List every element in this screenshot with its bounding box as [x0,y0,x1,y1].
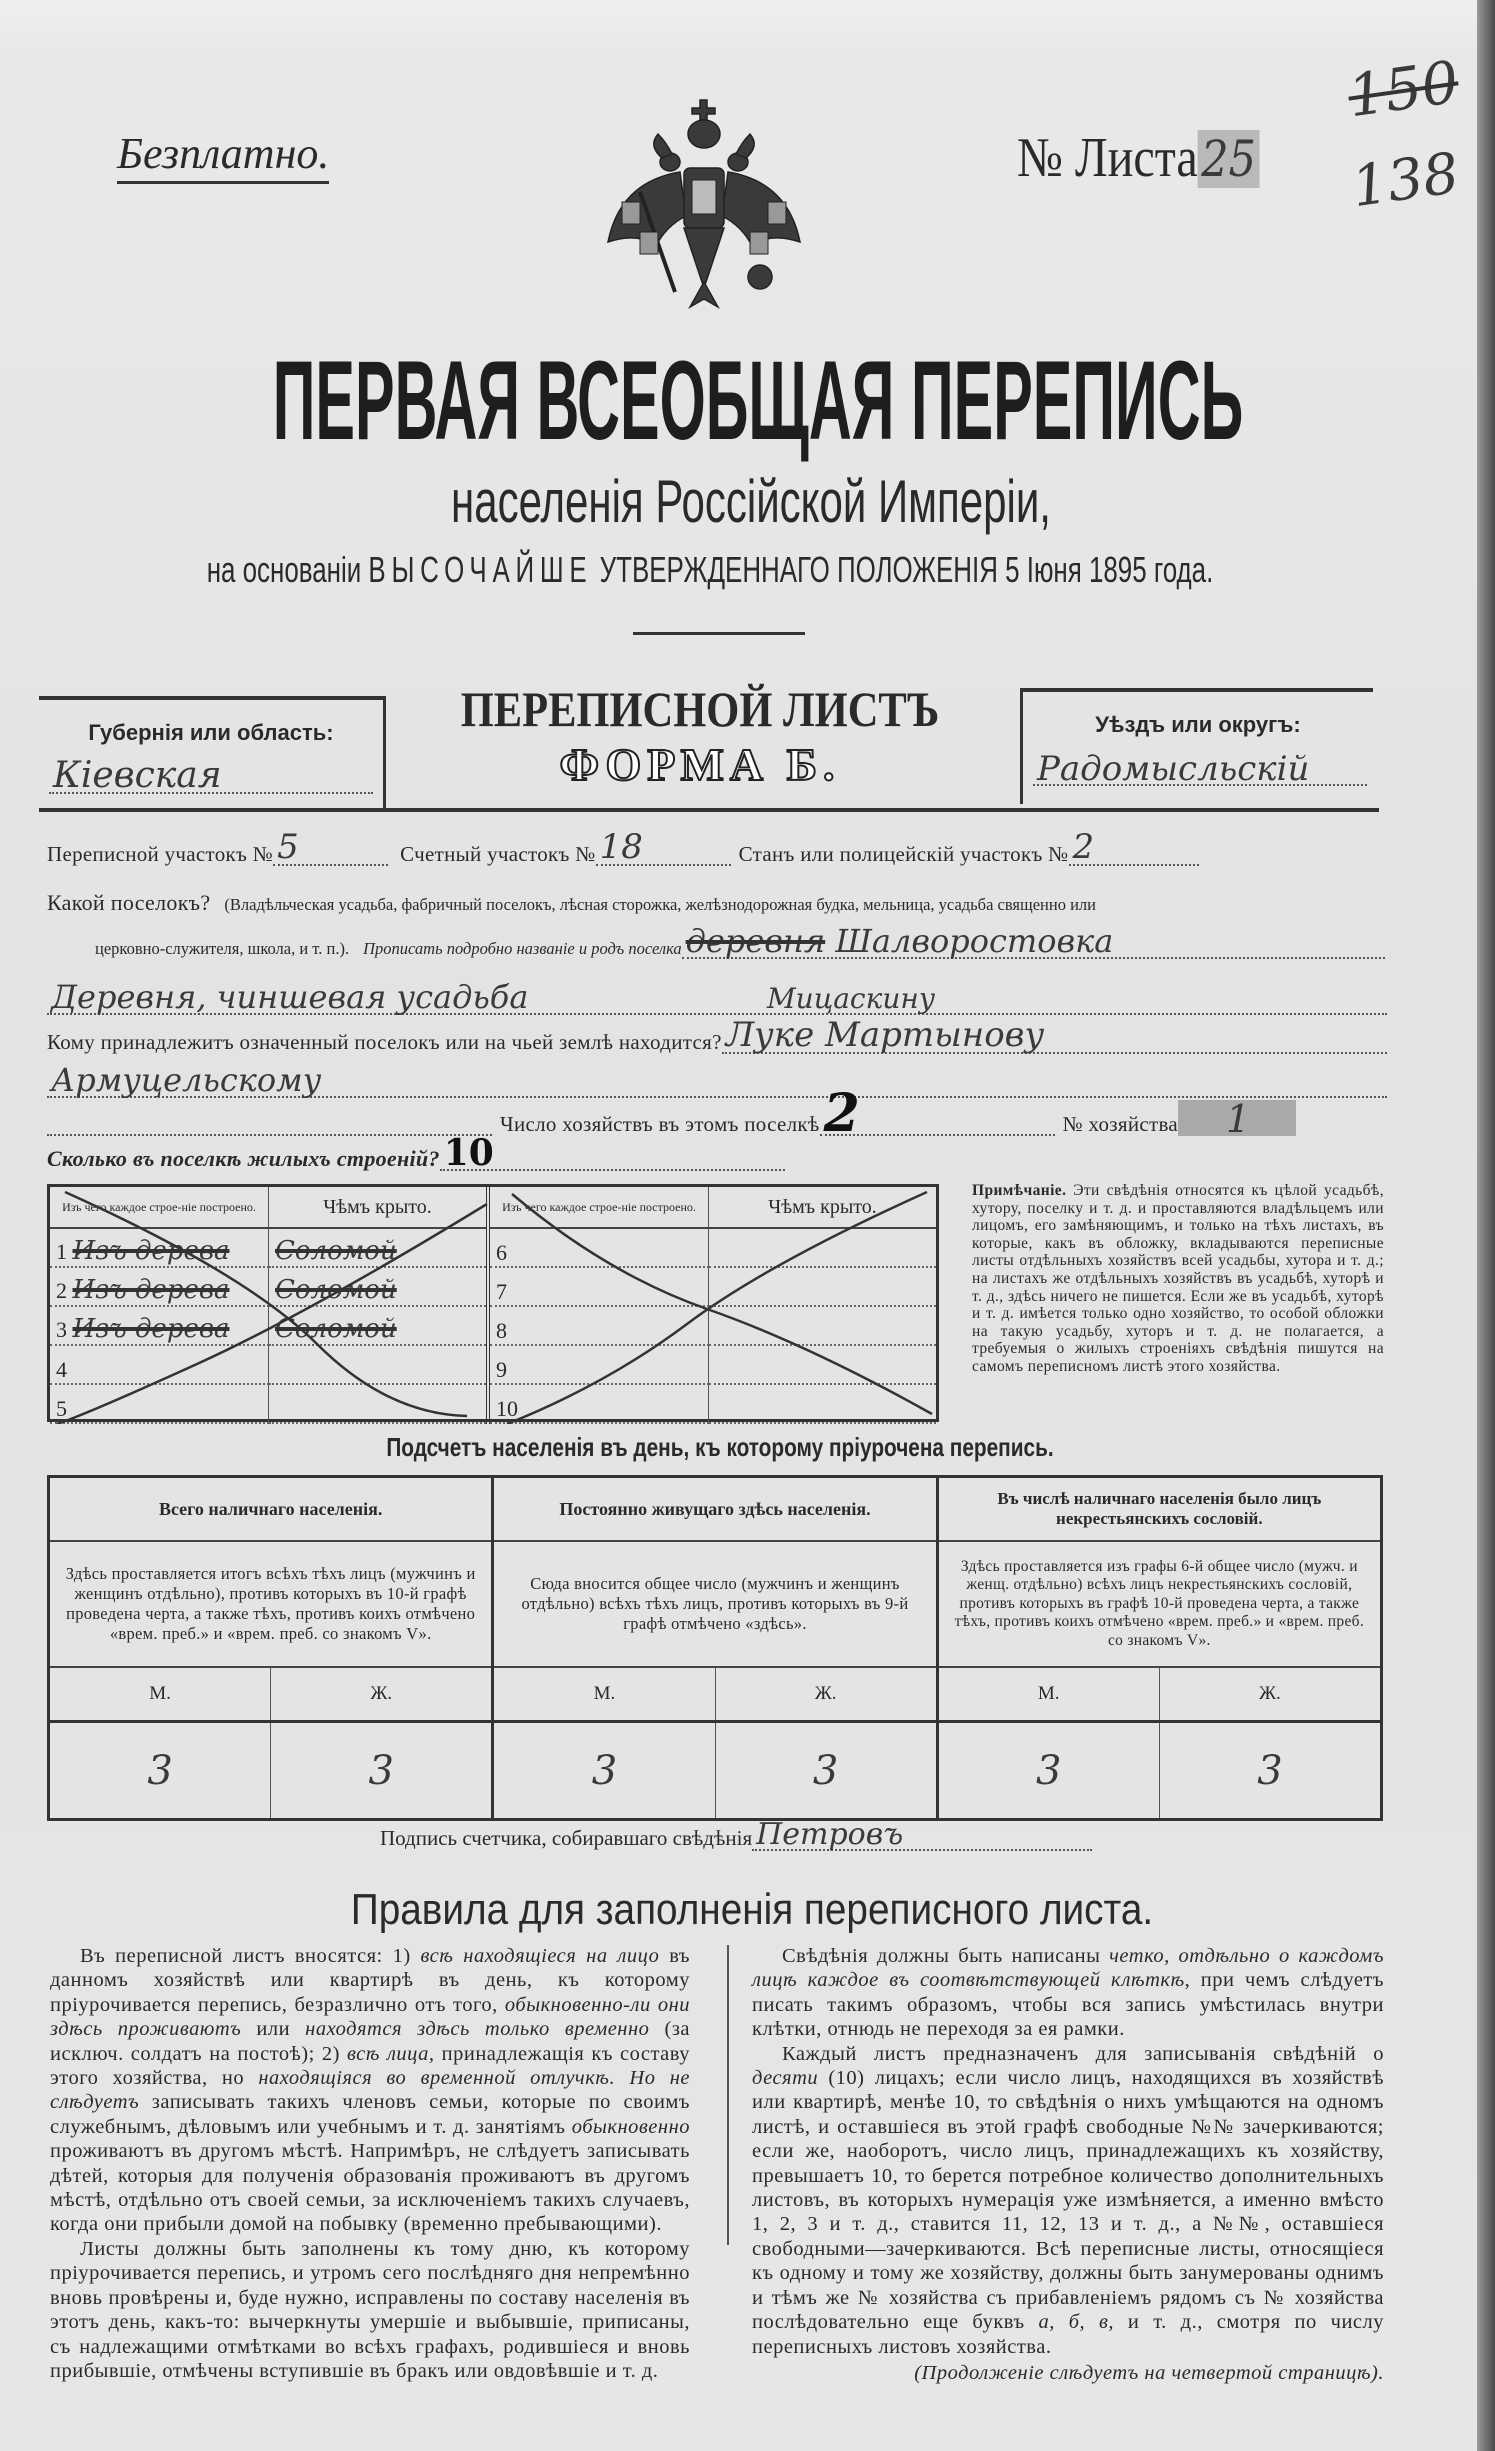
female-label: Ж. [814,1683,837,1704]
sheet-number-label: № Листа [1017,127,1198,189]
row-number: 9 [496,1357,507,1382]
household-number-label: № хозяйства [1062,1111,1179,1136]
legal-basis-line [206,549,1214,590]
female-label: Ж. [1259,1683,1281,1704]
settlement-value-crossed: деревня [685,921,826,960]
material-value: Изъ дерева [72,1236,230,1267]
roof-value: Соломой [275,1314,397,1345]
female-value[interactable]: 3 [368,1747,394,1794]
column-header: Въ числѣ наличнаго населенія было лицъ некрестьянскихъ сословій. [939,1478,1380,1542]
population-column-non-peasant [939,1478,1380,1818]
document-subtitle: населенія Россійской Имперіи, [451,468,1051,535]
cross-out-marks [47,1184,937,1424]
basis-rest: УТВЕРЖДЕННАГО ПОЛОЖЕНІЯ 5 Іюня 1895 года. [599,549,1214,590]
text-italic: обыкновенно-ли они здѣсь проживаютъ [50,1993,690,2041]
settlement-field-2[interactable] [47,977,1387,1016]
buildings-note [972,1182,1384,1376]
continuation-note: (Продолженіе слѣдуетъ на четвертой страницѣ). [914,2361,1384,2384]
province-box [39,696,386,812]
households-field[interactable] [820,1083,1055,1144]
settlement-hint-2: церковно-служителя, школа, и т. п.). [95,939,350,959]
col-roof-header-2: Чѣмъ крыто. [709,1187,937,1228]
divider-rule [633,632,805,635]
settlement-label: Какой поселокъ? [47,890,211,915]
text: принадлежащія къ составу этого хозяйства, но [50,2042,691,2090]
free-of-charge-label: Безплатно. [117,128,329,184]
female-label: Ж. [370,1683,393,1704]
rules-paragraph [752,1944,1384,2042]
male-value[interactable]: 3 [50,1723,271,1818]
margin-number-crossed-text: 150 [1343,47,1463,131]
imperial-eagle-emblem-icon [600,92,815,317]
text: записывать такихъ членовъ семьи, которые по своимъ служебнымъ, дѣловымъ или учебнымъ и т. д. занятіямъ [50,2091,690,2138]
settlement-value-1: Шалворостовка [835,921,1114,960]
buildings-count-label: Сколько въ поселкѣ жилыхъ строеній? [47,1146,440,1171]
owner-line [47,1014,1387,1055]
text: проживаютъ въ другомъ мѣстѣ. Напримѣръ, не слѣдуетъ записывать дѣтей, которыя для полученія образованія проживаютъ въ другомъ мѣстѣ, отдѣльно отъ своей семьи, за исключеніемъ такихъ случаевъ, когда они прибыли домой на побывку (временно пребывающими). [50,2140,690,2236]
population-table [47,1475,1383,1821]
material-value: Изъ дерева [72,1314,230,1345]
text-italic: находятся здѣсь только временно [305,2018,650,2041]
document-title: ПЕРВАЯ ВСЕОБЩАЯ ПЕРЕПИСЬ [272,338,1244,463]
settlement-value-group [685,921,1114,960]
text: (за исключ. солдатъ на постоѣ); 2) [50,2018,691,2065]
female-value[interactable]: 3 [1257,1747,1283,1794]
text: въ данномъ хозяйствѣ или квартирѣ въ день, къ которому пріурочивается перепись, безразлично отъ того, [50,1945,690,2016]
settlement-line-3 [47,977,1387,1016]
rules-column-divider [727,1945,729,2245]
row-number: 8 [496,1318,507,1343]
cross-out-line [512,1194,932,1414]
margin-number-crossed [1343,47,1463,131]
owner-label: Кому принадлежитъ означенный поселокъ или на чьей землѣ находится? [47,1030,722,1054]
male-value[interactable]: 3 [494,1723,715,1818]
text-italic: а, б, в, [1038,2311,1115,2334]
text-italic: десяти [752,2067,819,2090]
roof-value: Соломой [275,1236,397,1267]
header-bottom-rule [39,808,1379,812]
cross-out-line [507,1192,927,1424]
district-box [1020,688,1373,804]
column-description: Здѣсь проставляется итогъ всѣхъ тѣхъ лицъ (мужчинъ и женщинъ отдѣльно), противъ которыхъ въ 10-й графѣ проведена черта, а также тѣхъ, противъ коихъ отмѣчено «врем. преб.» и «врем. преб. со знакомъ V». [50,1542,491,1668]
buildings-count-value: 10 [443,1132,494,1175]
rules-right-column [752,1944,1384,2385]
owner-value-1: Луке Мартынову [725,1014,1045,1055]
row-number: 7 [496,1279,507,1304]
column-description: Здѣсь проставляется изъ графы 6-й общее число (мужч. и женщ. отдѣльно) всѣхъ лицъ некрестьянскихъ сословій, противъ которыхъ въ графѣ 10-й проведена черта, а также тѣхъ, противъ коихъ отмѣчено «врем. преб.» и «врем. преб. со знакомъ V». [939,1542,1380,1668]
settlement-value-2: Деревня, чиншевая усадьба [51,977,529,1016]
settlement-line-2 [95,921,1385,960]
population-column-permanent [494,1478,938,1818]
row-number: 1 [56,1239,67,1265]
material-value: Изъ дерева [72,1275,230,1306]
text: (10) лицахъ; если число лицъ, находящихся въ хозяйствѣ или квартирѣ, менѣе 10, то свѣдѣнія о нихъ умѣщаются на одномъ листѣ, и оставшіеся въ этой графѣ свободные №№ зачеркиваются; если же, наоборотъ, число лицъ, принадлежащихъ къ хозяйству, превышаетъ 10, то берется потребное количество дополнительныхъ листовъ, въ которыхъ нумерація уже измѣняется, а именно вмѣсто 1, 2, 3 и т. д., ставится 11, 12, 13 и т. д., а №№, оставшіеся свободными—зачеркиваются. Всѣ переписные листы, относящіеся къ одному и тому же хозяйству, должны быть занумерованы однимъ и тѣмъ же № хозяйства съ прибавленіемъ рядомъ съ № хозяйства послѣдовательно еще буквъ [752,2067,1384,2334]
column-description: Сюда вносится общее число (мужчинъ и женщинъ отдѣльно) всѣхъ тѣхъ лицъ, противъ которыхъ въ 9-й графѣ отмѣчено «здѣсь». [494,1542,935,1668]
text: или [241,2018,306,2041]
row-number: 6 [496,1240,507,1265]
female-value[interactable]: 3 [812,1747,839,1794]
note-title: Примѣчаніе. [972,1182,1067,1199]
text: Свѣдѣнія должны быть написаны [782,1945,1110,1967]
cross-out-line [57,1204,487,1424]
census-district-value: 5 [277,826,299,867]
row-number: 2 [56,1278,67,1304]
row-number: 10 [496,1396,518,1421]
owner-line-2 [47,1060,1387,1099]
police-district-label: Станъ или полицейскій участокъ № [738,842,1069,866]
form-title: ПЕРЕПИСНОЙ ЛИСТЪ [460,681,940,737]
male-label: М. [494,1668,715,1720]
district-field[interactable] [1033,744,1367,789]
row-number: 5 [56,1396,67,1421]
settlement-field[interactable] [682,921,1385,960]
owner-field[interactable] [722,1014,1387,1055]
text-italic: всѣ находящіеся на лицо [420,1945,660,1967]
settlement-value-3: Мицаскину [767,982,936,1016]
police-district-field[interactable] [1069,826,1199,867]
province-field[interactable] [49,752,373,797]
col-material-header: Изъ чего каждое строе-ніе построено. [50,1187,269,1228]
districts-line [47,826,1387,867]
settlement-hint: (Владѣльческая усадьба, фабричный поселокъ, лѣсная сторожка, желѣзнодорожная будка, мельница, усадьба священно или [224,895,1096,915]
sheet-number [1017,128,1259,190]
rules-left-column [50,1944,690,2383]
text-italic: всѣ лица, [347,2042,435,2065]
owner-value-2: Армуцельскому [51,1060,322,1099]
settlement-hint-3: Прописать подробно названіе и родъ поселка [363,939,682,959]
rules-paragraph [752,2042,1384,2359]
text: , при чемъ слѣдуетъ писать такимъ образомъ, чтобы вся запись умѣстилась внутри клѣтки, отнюдь не переходя за ея рамки. [752,1969,1384,2041]
basis-caps: ВЫСОЧАЙШЕ [368,549,593,590]
signature-value: Петровъ [756,1817,904,1852]
district-value: Радомысльскій [1037,748,1310,789]
province-label: Губернія или область: [88,720,334,745]
row-number: 4 [56,1357,67,1382]
province-value: Кіевская [53,755,222,797]
text: Каждый листъ предназначенъ для записыванія свѣдѣній о [782,2042,1384,2065]
signature-label: Подпись счетчика, собиравшаго свѣдѣнія [380,1826,753,1850]
population-column-total [50,1478,494,1818]
rules-paragraph [50,1944,690,2237]
count-district-label: Счетный участокъ № [400,842,596,866]
male-label: М. [50,1668,271,1720]
buildings-count-line [47,1132,1387,1175]
census-district-field[interactable] [273,826,388,867]
signature-field[interactable] [752,1817,1092,1852]
household-number-field[interactable] [1178,1097,1296,1141]
basis-prefix: на основаніи [206,549,362,590]
rules-title: Правила для заполненія переписного листа. [350,1885,1154,1934]
column-header: Всего наличнаго населенія. [50,1478,491,1542]
households-label: Число хозяйствъ въ этомъ поселкѣ [500,1111,820,1136]
margin-number: 138 [1347,140,1463,221]
cross-out-line [65,1192,467,1416]
buildings-count-field[interactable] [440,1132,785,1175]
households-line [47,1083,1387,1144]
page-edge-shadow [1477,0,1495,2451]
settlement-line [47,890,1387,915]
census-district-label: Переписной участокъ № [47,842,274,866]
form-name: ФОРМА Б. [559,739,841,790]
police-district-value: 2 [1072,826,1095,867]
rules-paragraph: Листы должны быть заполнены къ тому дню, къ которому пріурочивается перепись, и утромъ сего послѣдняго дня непремѣнно вновь провѣрены и, буде нужно, исправлены по составу населенія въ этотъ день, какъ-то: вычеркнуты умершіе и выбывшіе, приписаны, съ надлежащими отмѣтками во всѣхъ графахъ, родившіеся и вновь прибывшіе, отмѣчены вступившіе въ бракъ или овдовѣвшіе и т. д. [50,2237,690,2382]
owner-field-2[interactable] [47,1060,1387,1099]
text-italic: обыкновенно [571,2115,690,2138]
col-material-header-2: Изъ чего каждое строе-ніе построено. [490,1187,709,1228]
roof-value: Соломой [275,1275,397,1306]
count-district-value: 18 [599,826,643,867]
col-roof-header: Чѣмъ крыто. [269,1187,489,1228]
sheet-number-value: 25 [1198,130,1260,188]
district-label: Уѣздъ или округъ: [1095,712,1301,737]
male-label: М. [939,1668,1160,1720]
signature-line [380,1817,1092,1852]
population-title: Подсчетъ населенія въ день, къ которому пріурочена перепись. [386,1432,1054,1462]
page-top-margin [0,0,1495,60]
household-number-value: 1 [1226,1097,1251,1141]
text-italic: четко, отдѣльно о каждомъ лицѣ каждое въ соотвѣтствующей клѣткѣ [752,1945,1385,1992]
text: Въ переписной листъ вносятся: 1) [80,1945,421,1967]
male-value[interactable]: 3 [939,1723,1160,1818]
row-number: 3 [56,1317,67,1343]
column-header: Постоянно живущаго здѣсь населенія. [494,1478,935,1542]
text-italic: находящіяся во временной отлучкѣ. Но не слѣдуетъ [50,2067,691,2114]
count-district-field[interactable] [596,826,731,867]
households-value: 2 [823,1083,860,1144]
note-text: Эти свѣдѣнія относятся къ цѣлой усадьбѣ, хутору, поселку и т. д. и проставляются владѣльцемъ или лицомъ, его замѣняющимъ, и только на тѣхъ листахъ, въ которые, какъ въ обложку, вкладываются переписные листы отдѣльныхъ хозяйствъ всей усадьбы, хутора и т. д.; на листахъ же отдѣльныхъ хозяйствъ въ усадьбѣ, хуторѣ и т. д., здѣсь ничего не пишется. Если же въ усадьбѣ, хуторѣ и т. д. имѣется только одно хозяйство, то особой обложки на такую усадьбу, хуторъ и т. д. не полагается, а требуемыя о жилыхъ строеніяхъ свѣдѣнія пишутся на самомъ переписномъ листѣ этого хозяйства. [972,1182,1385,1375]
households-leader [47,1112,492,1136]
text: и т. д., смотря по числу переписныхъ листовъ хозяйства. [752,2311,1385,2358]
